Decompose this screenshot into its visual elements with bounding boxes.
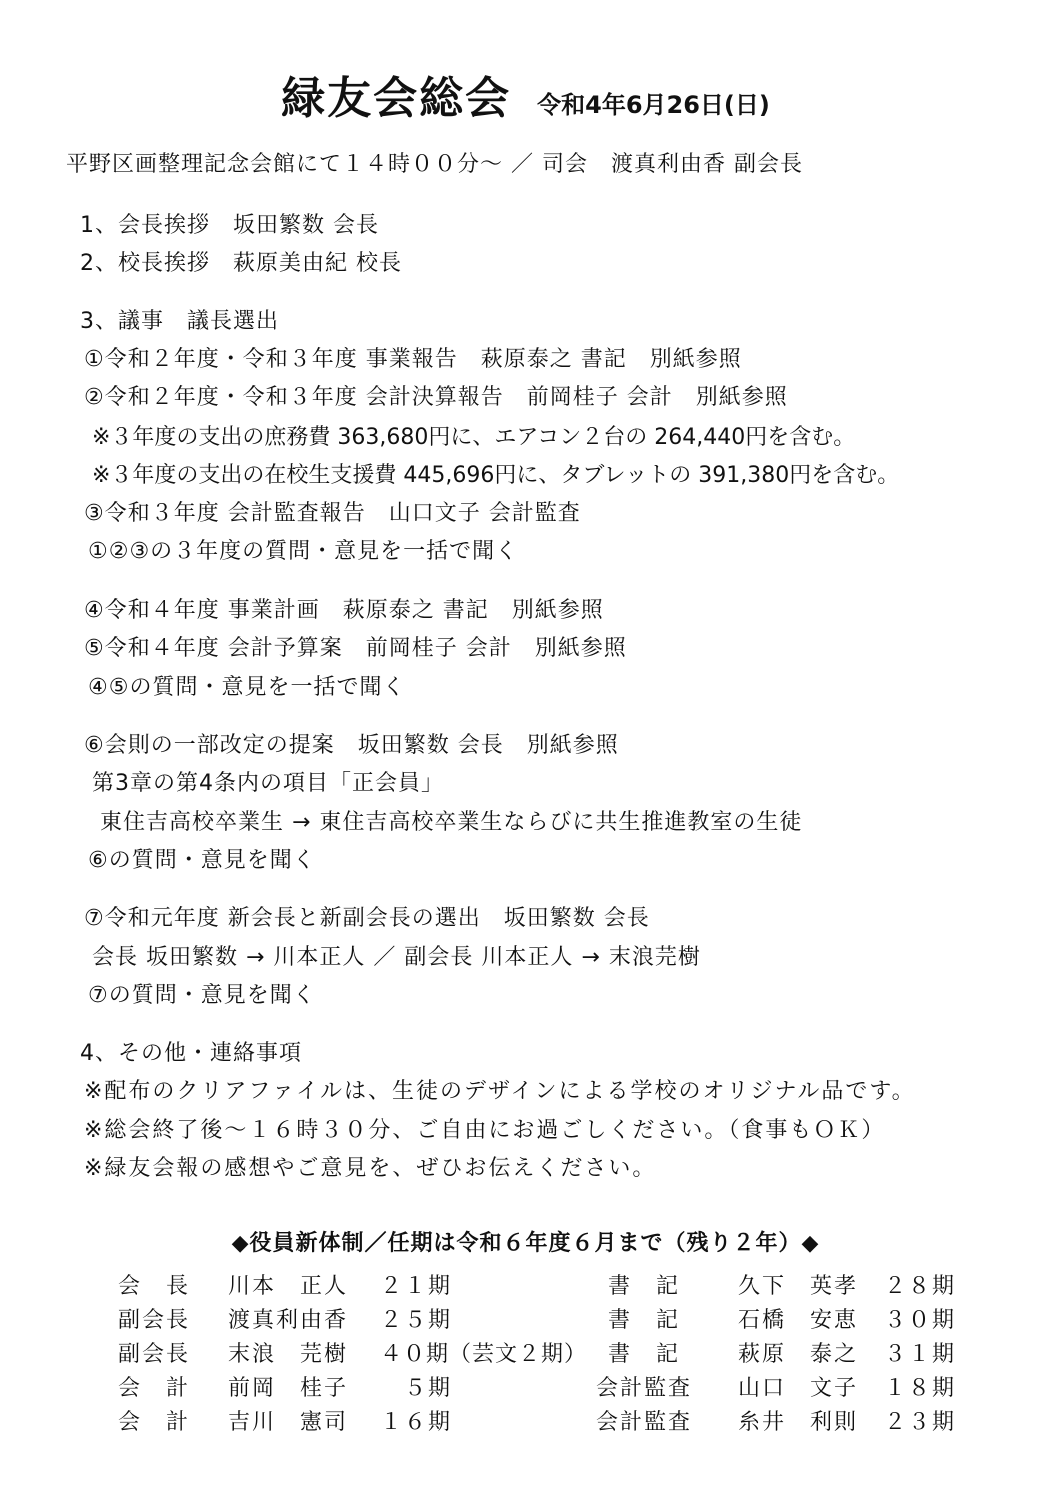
officer-row	[118, 1306, 958, 1340]
agenda-subitem-4: ④令和４年度 事業計画 萩原泰之 書記 別紙参照	[84, 598, 604, 623]
officer-role: 書 記	[608, 1274, 681, 1299]
officers-table	[118, 1272, 958, 1442]
notice-2: ※総会終了後～１６時３０分、ご自由にお過ごしください。（食事もＯＫ）	[84, 1118, 886, 1143]
intro-line: 平野区画整理記念会館にて１４時００分～ ／ 司会 渡真利由香 副会長	[66, 152, 803, 177]
officer-name: 萩原 泰之	[738, 1342, 859, 1367]
agenda-subitem-6: ⑥会則の一部改定の提案 坂田繁数 会長 別紙参照	[84, 733, 619, 758]
officer-name: 山口 文子	[738, 1376, 859, 1401]
officer-name: 吉川 憲司	[228, 1410, 349, 1435]
officer-role: 副会長	[118, 1342, 191, 1367]
agenda-question-1: ①②③の３年度の質問・意見を一括で聞く	[88, 539, 519, 564]
document-title: 緑友会総会	[281, 73, 512, 124]
officer-role: 会 計	[118, 1410, 191, 1435]
officer-term: １６期	[380, 1410, 453, 1435]
agenda-item-3: 3、議事 議長選出	[80, 309, 279, 334]
officer-name: 末浪 芫樹	[228, 1342, 349, 1367]
document-header	[0, 62, 1051, 126]
agenda-item-1: 1、会長挨拶 坂田繁数 会長	[80, 213, 379, 238]
officer-term: ２１期	[380, 1274, 453, 1299]
officer-role: 副会長	[118, 1308, 191, 1333]
notice-1: ※配布のクリアファイルは、生徒のデザインによる学校のオリジナル品です。	[84, 1079, 916, 1104]
agenda-subitem-7: ⑦令和元年度 新会長と新副会長の選出 坂田繁数 会長	[84, 906, 650, 931]
officer-row	[118, 1272, 958, 1306]
agenda-rule-change: 東住吉高校卒業生 → 東住吉高校卒業生ならびに共生推進教室の生徒	[100, 810, 803, 835]
agenda-question-3: ⑥の質問・意見を聞く	[88, 848, 316, 873]
officer-term: ２３期	[884, 1410, 957, 1435]
officer-name: 石橋 安恵	[738, 1308, 859, 1333]
officer-name: 久下 英孝	[738, 1274, 859, 1299]
officers-title: ◆役員新体制／任期は令和６年度６月まで（残り２年）◆	[231, 1231, 820, 1256]
officer-term: ４０期（芸文２期）	[380, 1342, 588, 1367]
notice-3: ※緑友会報の感想やご意見を、ぜひお伝えください。	[84, 1156, 657, 1181]
officer-role: 会 計	[118, 1376, 191, 1401]
officer-term: ３１期	[884, 1342, 957, 1367]
officer-role: 会 長	[118, 1274, 191, 1299]
officer-name: 前岡 桂子	[228, 1376, 349, 1401]
agenda-rule-clause: 第3章の第4条内の項目「正会員」	[92, 771, 444, 796]
agenda-subitem-5: ⑤令和４年度 会計予算案 前岡桂子 会計 別紙参照	[84, 636, 627, 661]
officer-term: １８期	[884, 1376, 957, 1401]
agenda-subitem-3: ③令和３年度 会計監査報告 山口文子 会計監査	[84, 501, 581, 526]
officer-name: 川本 正人	[228, 1274, 349, 1299]
officer-name: 渡真利由香	[228, 1308, 349, 1333]
officer-role: 書 記	[608, 1342, 681, 1367]
officer-name: 糸井 利則	[738, 1410, 859, 1435]
officer-row	[118, 1408, 958, 1442]
officer-row	[118, 1340, 958, 1374]
agenda-item-4: 4、その他・連絡事項	[80, 1041, 302, 1066]
agenda-item-2: 2、校長挨拶 萩原美由紀 校長	[80, 251, 402, 276]
officer-term: ５期	[380, 1376, 453, 1401]
agenda-subitem-2: ②令和２年度・令和３年度 会計決算報告 前岡桂子 会計 別紙参照	[84, 385, 788, 410]
officer-role: 会計監査	[596, 1410, 693, 1435]
agenda-question-4: ⑦の質問・意見を聞く	[88, 983, 316, 1008]
officer-term: ３０期	[884, 1308, 957, 1333]
officer-row	[118, 1374, 958, 1408]
officer-role: 会計監査	[596, 1376, 693, 1401]
agenda-question-2: ④⑤の質問・意見を一括で聞く	[88, 675, 406, 700]
agenda-subitem-1: ①令和２年度・令和３年度 事業報告 萩原泰之 書記 別紙参照	[84, 347, 742, 372]
agenda-election-change: 会長 坂田繁数 → 川本正人 ／ 副会長 川本正人 → 末浪芫樹	[92, 945, 701, 970]
officer-role: 書 記	[608, 1308, 681, 1333]
agenda-note-2: ※３年度の支出の在校生支援費 445,696円に、タブレットの 391,380円を含む。	[92, 463, 900, 488]
officer-term: ２５期	[380, 1308, 453, 1333]
meeting-date: 令和4年6月26日(日)	[537, 91, 770, 119]
officer-term: ２８期	[884, 1274, 957, 1299]
agenda-note-1: ※３年度の支出の庶務費 363,680円に、エアコン２台の 264,440円を含む。	[92, 425, 856, 450]
